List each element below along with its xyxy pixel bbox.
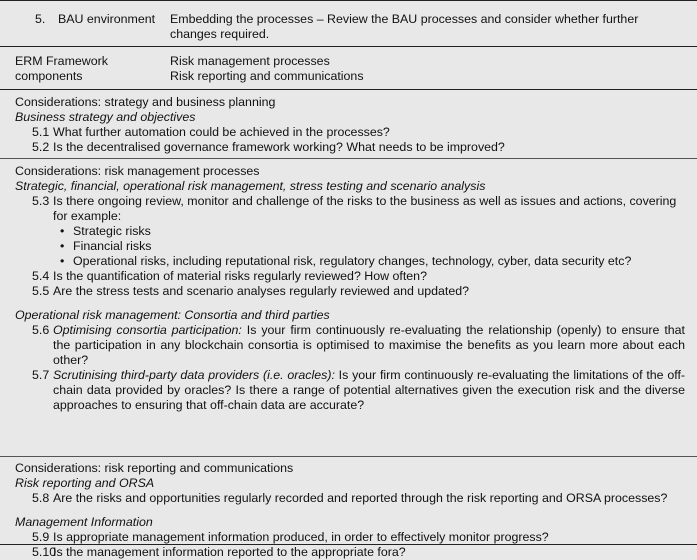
row-description: Embedding the processes – Review the BAU processes and consider whether further changes required.	[170, 12, 639, 41]
question-item	[15, 530, 685, 545]
question-item	[15, 284, 685, 299]
question-number: 5.8	[32, 491, 50, 505]
erm-item: Risk reporting and communications	[170, 69, 364, 83]
row-number: 5.	[35, 12, 46, 26]
row-title: BAU environment	[58, 12, 156, 26]
erm-components	[170, 54, 675, 84]
question-text: Is the quantification of material risks regularly reviewed? How often?	[53, 269, 427, 283]
question-number: 5.9	[32, 530, 50, 544]
section-subtitle: Management Information	[15, 515, 153, 529]
question-text: Is the decentralised governance framework working? What needs to be improved?	[53, 140, 505, 154]
divider	[0, 456, 697, 457]
question-number: 5.3	[32, 194, 50, 208]
question-item	[15, 368, 685, 413]
question-text: Is there ongoing review, monitor and challenge of the risks to the business as well as issues and actions, covering for example:	[53, 194, 677, 223]
divider	[0, 89, 697, 90]
section-risk-management	[15, 164, 685, 413]
bullet-list	[15, 224, 685, 269]
erm-label: ERM Framework components	[15, 54, 108, 83]
question-item	[15, 323, 685, 368]
section-title: Considerations: risk reporting and communications	[15, 461, 294, 475]
question-number: 5.2	[32, 140, 50, 154]
question-item	[15, 194, 685, 224]
divider	[0, 46, 697, 47]
section-title: Considerations: strategy and business planning	[15, 95, 276, 109]
top-rule	[0, 0, 697, 1]
question-item	[15, 269, 685, 284]
question-text: Is the management information reported to the appropriate fora?	[53, 545, 406, 559]
section-subtitle: Risk reporting and ORSA	[15, 476, 155, 490]
question-item	[15, 545, 685, 560]
question-item	[15, 140, 685, 155]
question-body: Is your firm continuously re-evaluating the relationship (openly) to ensure that the participation in any blockchain consortia is optimised to maximise the benefits as you learn more about each other?	[53, 323, 685, 367]
question-text: Are the risks and opportunities regularly recorded and reported through the risk reporting and ORSA processes?	[53, 491, 668, 505]
bullet-item: • Strategic risks	[60, 224, 685, 239]
question-text	[53, 368, 685, 413]
question-item	[15, 491, 685, 506]
question-item	[15, 125, 685, 140]
question-number: 5.6	[32, 323, 50, 337]
bullet-item: • Operational risks, including reputational risk, regulatory changes, technology, cyber, data security etc?	[60, 254, 685, 269]
question-text: What further automation could be achieved in the processes?	[53, 125, 390, 139]
question-text	[53, 323, 685, 368]
question-number: 5.4	[32, 269, 50, 283]
section-strategy	[15, 95, 685, 155]
divider	[0, 158, 697, 159]
question-text: Are the stress tests and scenario analyses regularly reviewed and updated?	[53, 284, 470, 298]
section-risk-reporting	[15, 461, 685, 560]
question-number: 5.10	[32, 545, 57, 559]
question-lead: Optimising consortia participation:	[53, 323, 242, 337]
question-lead: Scrutinising third-party data providers (i.e. oracles):	[53, 368, 335, 382]
section-subtitle: Business strategy and objectives	[15, 110, 196, 124]
section-title: Considerations: risk management processes	[15, 164, 260, 178]
question-number: 5.7	[32, 368, 50, 382]
erm-item: Risk management processes	[170, 54, 330, 68]
bottom-rule	[0, 544, 697, 545]
question-number: 5.1	[32, 125, 50, 139]
question-body: Is your firm continuously re-evaluating the limitations of the off-chain data provided by oracles? Is there a range of potential alternatives given the execution risk and the diverse approaches to ensuring that off-chain data are accurate?	[53, 368, 686, 412]
question-text: Is appropriate management information produced, in order to effectively monitor progress?	[53, 530, 549, 544]
section-subtitle: Strategic, financial, operational risk management, stress testing and scenario analysis	[15, 179, 486, 193]
bullet-item: • Financial risks	[60, 239, 685, 254]
section-subtitle: Operational risk management: Consortia and third parties	[15, 308, 330, 322]
question-number: 5.5	[32, 284, 50, 298]
